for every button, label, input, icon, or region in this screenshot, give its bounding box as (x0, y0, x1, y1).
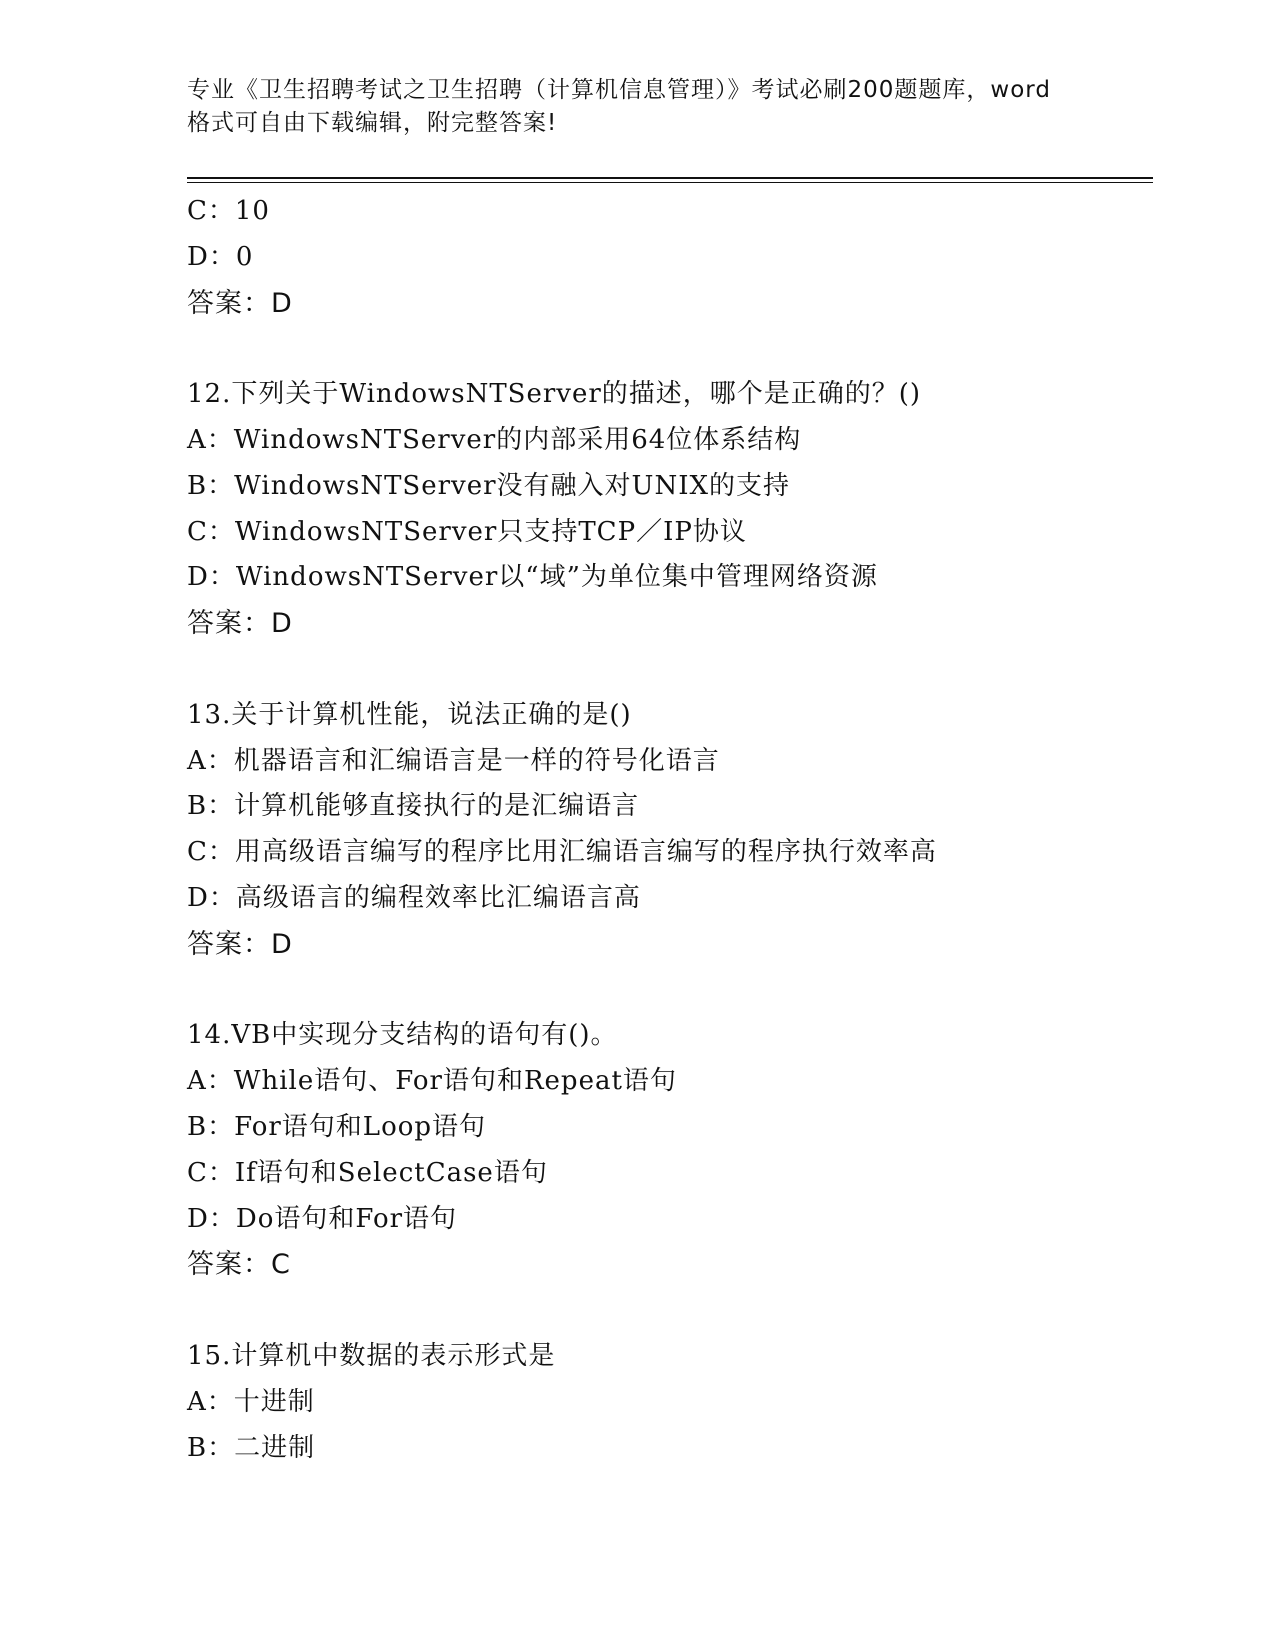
option-d: D：0 (187, 241, 254, 272)
question-15 (187, 1334, 1147, 1471)
spacer (187, 968, 1147, 1014)
header-line-1: 专业《卫生招聘考试之卫生招聘（计算机信息管理）》考试必刷200题题库，word (187, 77, 1051, 103)
option-b: B：WindowsNTServer没有融入对UNIX的支持 (187, 470, 790, 501)
option-d: D：高级语言的编程效率比汇编语言高 (187, 882, 641, 913)
option-c: C：WindowsNTServer只支持TCP／IP协议 (187, 516, 747, 547)
option-d: D：WindowsNTServer以“域”为单位集中管理网络资源 (187, 562, 878, 593)
question-11-tail (187, 189, 1147, 326)
question-12 (187, 372, 1147, 647)
option-b: B：计算机能够直接执行的是汇编语言 (187, 791, 640, 822)
option-b: B：For语句和Loop语句 (187, 1111, 487, 1142)
question-list (187, 189, 1147, 1471)
option-c: C：用高级语言编写的程序比用汇编语言编写的程序执行效率高 (187, 837, 937, 868)
answer-line: 答案：D (187, 287, 293, 319)
question-stem: 15.计算机中数据的表示形式是 (187, 1340, 556, 1371)
question-14 (187, 1013, 1147, 1288)
question-stem: 13.关于计算机性能，说法正确的是() (187, 699, 632, 730)
option-a: A：机器语言和汇编语言是一样的符号化语言 (187, 745, 720, 776)
header-rule-thick (187, 177, 1153, 179)
header-line-2: 格式可自由下载编辑，附完整答案! (187, 110, 558, 136)
spacer (187, 1288, 1147, 1334)
document-header (187, 74, 1087, 140)
option-a: A：While语句、For语句和Repeat语句 (187, 1066, 677, 1097)
question-13 (187, 693, 1147, 968)
option-c: C：If语句和SelectCase语句 (187, 1157, 548, 1188)
spacer (187, 326, 1147, 372)
option-a: A：WindowsNTServer的内部采用64位体系结构 (187, 424, 802, 455)
question-stem: 14.VB中实现分支结构的语句有()。 (187, 1020, 618, 1051)
answer-line: 答案：C (187, 1249, 291, 1281)
option-d: D：Do语句和For语句 (187, 1203, 458, 1234)
header-rule-thin (187, 182, 1153, 183)
option-c: C：10 (187, 196, 270, 226)
option-a: A：十进制 (187, 1386, 315, 1417)
question-stem: 12.下列关于WindowsNTServer的描述，哪个是正确的？() (187, 379, 922, 410)
spacer (187, 647, 1147, 693)
answer-line: 答案：D (187, 928, 293, 960)
option-b: B：二进制 (187, 1432, 316, 1463)
answer-line: 答案：D (187, 608, 293, 640)
